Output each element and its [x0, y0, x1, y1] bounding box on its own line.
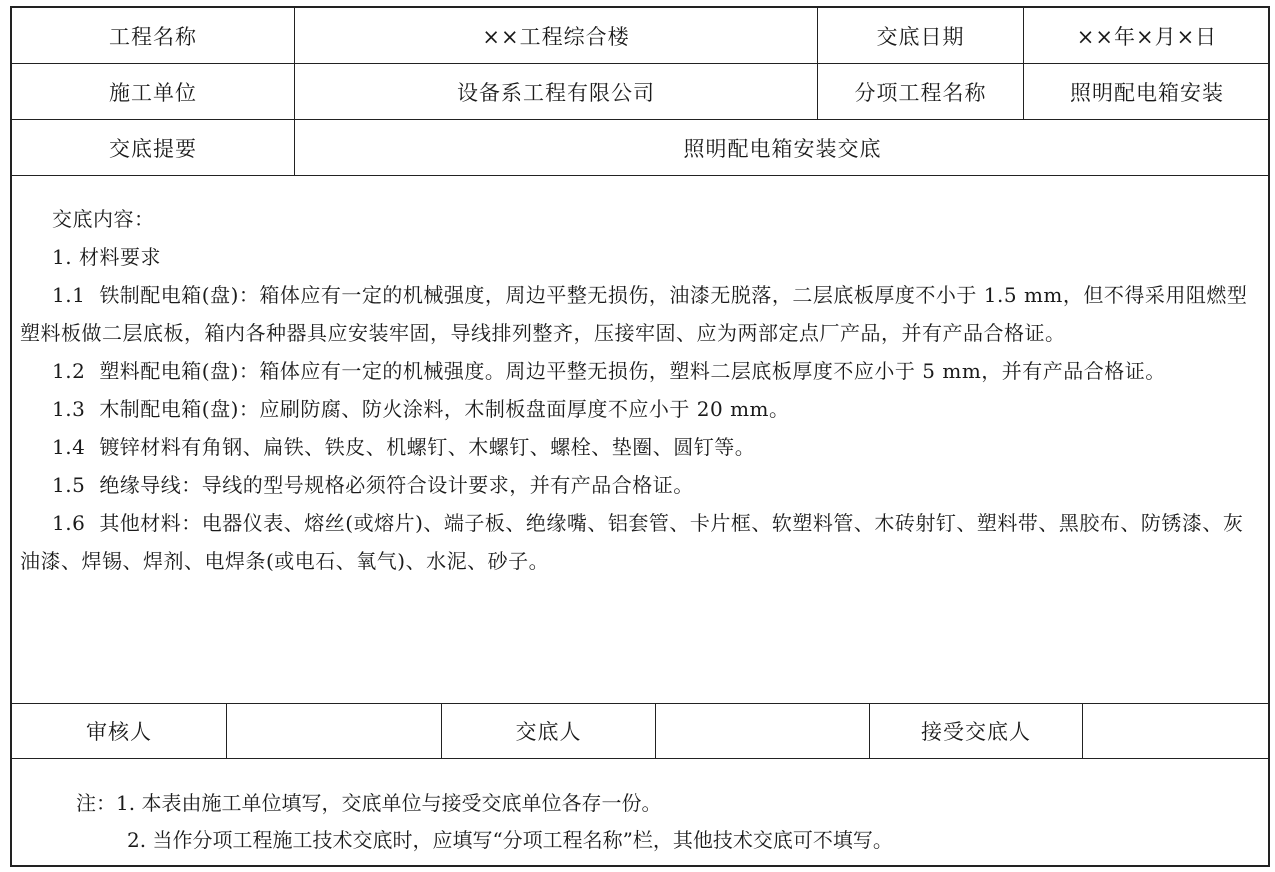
signature-row [12, 704, 1268, 759]
list-item [20, 504, 1260, 580]
receiver-signature-field[interactable] [1083, 704, 1270, 758]
company-label: 施工单位 [12, 64, 295, 119]
reviewer-label: 审核人 [12, 704, 227, 758]
note-line-2: 2. 当作分项工程施工技术交底时，应填写“分项工程名称”栏，其他技术交底可不填写。 [127, 828, 893, 852]
item-text: 铁制配电箱(盘)：箱体应有一定的机械强度，周边平整无损伤，油漆无脱落，二层底板厚度不小于 1.5 mm，但不得采用阻燃型塑料板做二层底板，箱内各种器具应安装牢固，导线排列整齐，压接牢固、应为两部定点厂产品，并有产品合格证。 [20, 283, 1248, 345]
date-value: ××年×月×日 [1076, 24, 1218, 49]
project-name-label: 工程名称 [12, 8, 295, 63]
note-line-1: 注：1. 本表由施工单位填写，交底单位与接受交底单位各存一份。 [76, 791, 662, 815]
list-item [20, 428, 1260, 466]
discloser-signature-field[interactable] [656, 704, 870, 758]
list-item [20, 352, 1260, 390]
item-text: 绝缘导线：导线的型号规格必须符合设计要求，并有产品合格证。 [99, 473, 694, 497]
item-number: 1.4 [52, 435, 86, 459]
item-text: 镀锌材料有角钢、扁铁、铁皮、机螺钉、木螺钉、螺栓、垫圈、圆钉等。 [99, 435, 756, 459]
item-number: 1.5 [52, 473, 86, 497]
item-number: 1.1 [52, 283, 86, 307]
item-text: 塑料配电箱(盘)：箱体应有一定的机械强度。周边平整无损伤，塑料二层底板厚度不应小于 5 mm，并有产品合格证。 [99, 359, 1166, 383]
disclosure-form [10, 6, 1270, 867]
summary-value: 照明配电箱安装交底 [683, 136, 882, 161]
subproject-value: 照明配电箱安装 [1070, 80, 1224, 105]
header-row-company [12, 64, 1268, 120]
disclosure-content [12, 176, 1268, 704]
receiver-label: 接受交底人 [870, 704, 1083, 758]
date-label: 交底日期 [818, 8, 1024, 63]
item-text: 木制配电箱(盘)：应刷防腐、防火涂料，木制板盘面厚度不应小于 20 mm。 [99, 397, 790, 421]
subproject-label: 分项工程名称 [818, 64, 1024, 119]
content-title: 交底内容： [52, 207, 155, 231]
project-name-value: ××工程综合楼 [295, 8, 818, 63]
section-title: 1. 材料要求 [52, 245, 161, 269]
reviewer-signature-field[interactable] [227, 704, 442, 758]
summary-label: 交底提要 [12, 120, 295, 175]
list-item [20, 390, 1260, 428]
item-number: 1.6 [52, 511, 86, 535]
form-notes [12, 759, 1268, 867]
header-row-summary [12, 120, 1268, 176]
item-number: 1.2 [52, 359, 86, 383]
company-value: 设备系工程有限公司 [295, 64, 818, 119]
discloser-label: 交底人 [442, 704, 656, 758]
list-item [20, 276, 1260, 352]
header-row-project [12, 8, 1268, 64]
item-number: 1.3 [52, 397, 86, 421]
list-item [20, 466, 1260, 504]
item-text: 其他材料：电器仪表、熔丝(或熔片)、端子板、绝缘嘴、铝套管、卡片框、软塑料管、木砖射钉、塑料带、黑胶布、防锈漆、灰油漆、焊锡、焊剂、电焊条(或电石、氧气)、水泥、砂子。 [20, 511, 1244, 573]
